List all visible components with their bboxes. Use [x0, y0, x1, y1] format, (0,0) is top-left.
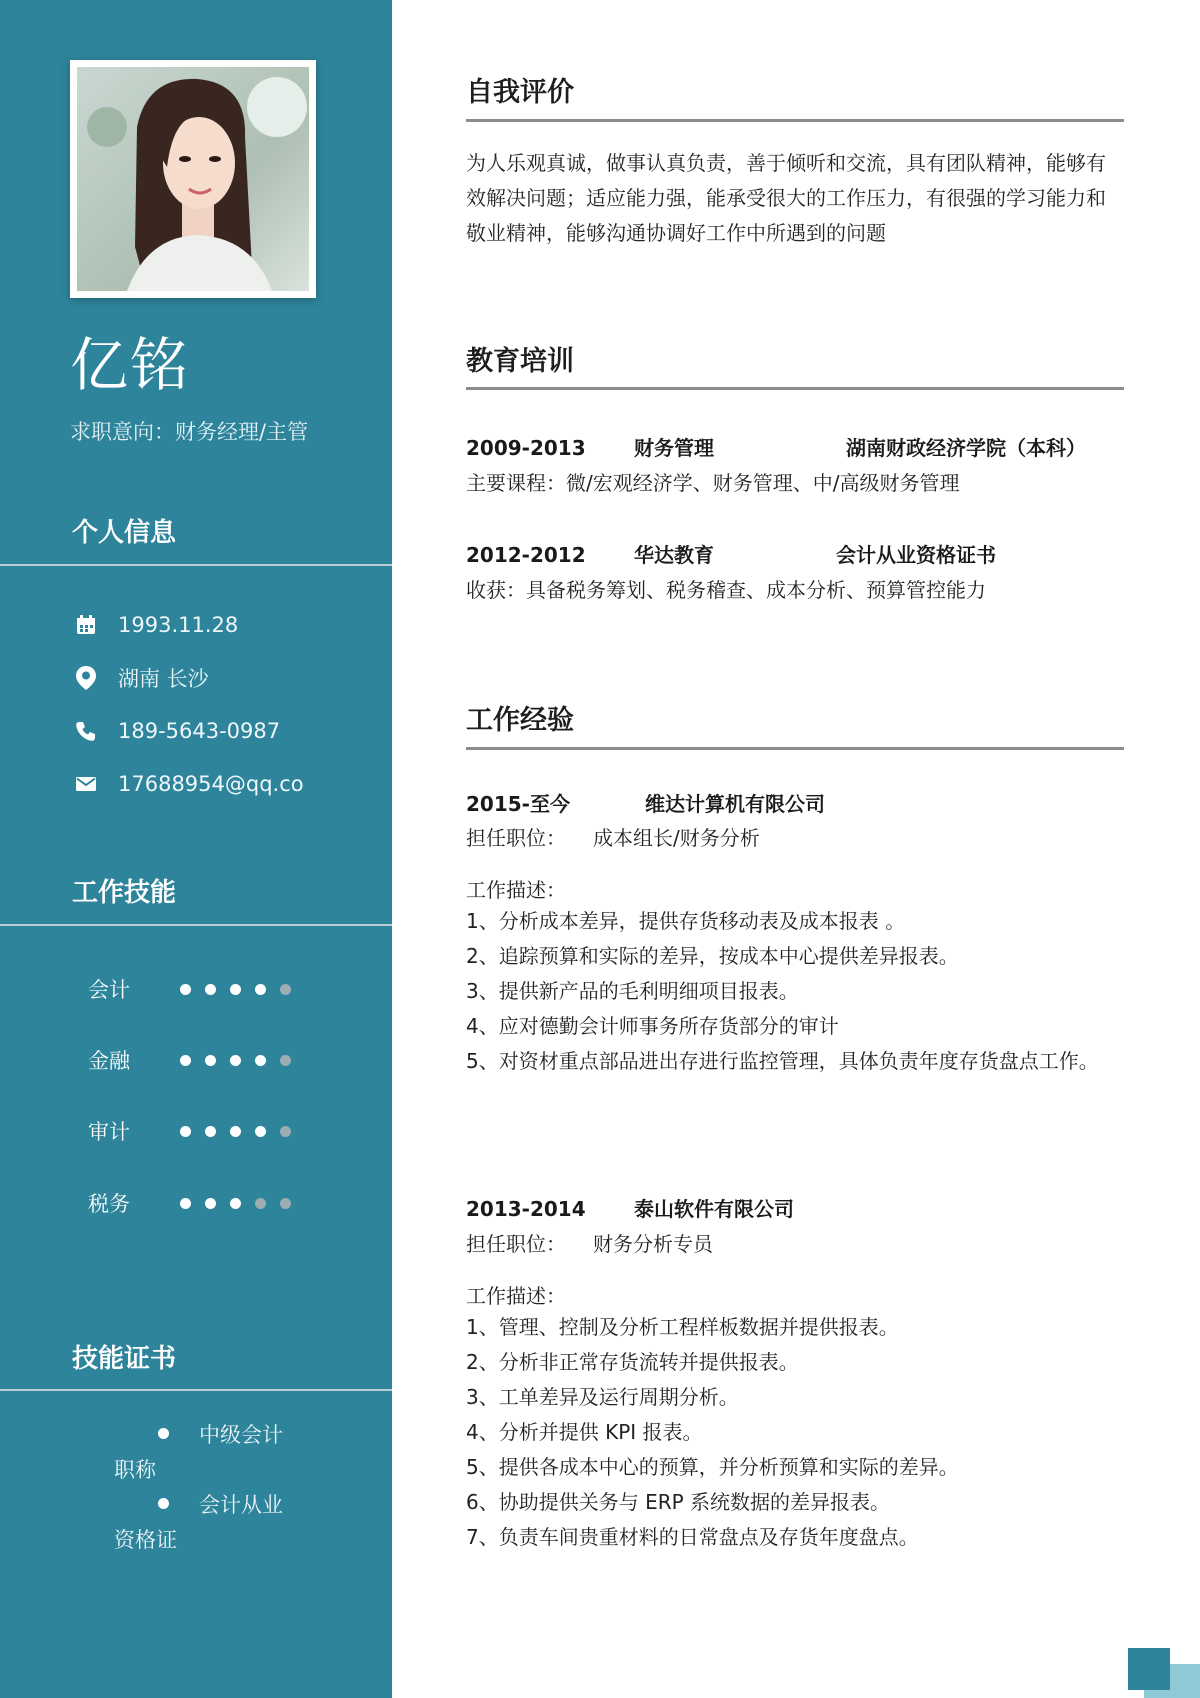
- location: 湖南 长沙: [118, 667, 209, 691]
- skills-title: 工作技能: [72, 878, 177, 908]
- section-divider: [466, 119, 1124, 122]
- divider: [0, 924, 392, 926]
- rating-dot: [180, 1055, 191, 1066]
- education-title: 教育培训: [466, 346, 574, 377]
- duty-item: 5、提供各成本中心的预算，并分析预算和实际的差异。: [466, 1455, 959, 1479]
- cert-item: [114, 1488, 314, 1558]
- duty-item: 6、协助提供关务与 ERP 系统数据的差异报表。: [466, 1490, 891, 1514]
- cert-item: [114, 1418, 314, 1488]
- duty-item: 2、分析非正常存货流转并提供报表。: [466, 1350, 799, 1374]
- rating-dot: [205, 1198, 216, 1209]
- location-row: [72, 663, 209, 693]
- rating-dot: [180, 984, 191, 995]
- job-position-row: [466, 1228, 713, 1257]
- job-period: 2015-至今: [466, 792, 570, 816]
- bullet-icon: [158, 1428, 169, 1439]
- mail-icon: [72, 770, 100, 798]
- edu-school: 湖南财政经济学院（本科）: [846, 436, 1086, 460]
- email-row: [72, 769, 304, 799]
- certs-title: 技能证书: [72, 1344, 177, 1374]
- rating-dot: [255, 984, 266, 995]
- skill-rating: [180, 1126, 305, 1137]
- desc-label: 工作描述：: [466, 1284, 566, 1308]
- position-label: 担任职位：: [466, 826, 566, 850]
- skill-row: [88, 1116, 328, 1146]
- rating-dot: [230, 1055, 241, 1066]
- divider: [0, 564, 392, 566]
- self-eval-title: 自我评价: [466, 77, 574, 108]
- edu-major: 华达教育: [634, 543, 714, 567]
- skill-rating: [180, 984, 305, 995]
- duty-item: 5、对资材重点部品进出存进行监控管理，具体负责年度存货盘点工作。: [466, 1049, 1099, 1073]
- divider: [0, 1389, 392, 1391]
- duty-list: [466, 1310, 1126, 1555]
- rating-dot: [255, 1198, 266, 1209]
- job-header: [466, 1193, 794, 1222]
- duty-list: [466, 904, 1126, 1079]
- skill-label: 会计: [88, 978, 130, 1002]
- desc-label: 工作描述：: [466, 878, 566, 902]
- position-value: 财务分析专员: [593, 1232, 713, 1256]
- duty-item: 1、管理、控制及分析工程样板数据并提供报表。: [466, 1315, 899, 1339]
- calendar-icon: [72, 611, 100, 639]
- phone-row: [72, 716, 280, 746]
- location-pin-icon: [72, 664, 100, 692]
- duty-item: 2、追踪预算和实际的差异，按成本中心提供差异报表。: [466, 944, 959, 968]
- edu-period: 2012-2012: [466, 543, 586, 567]
- edu-detail: 收获：具备税务筹划、税务稽查、成本分析、预算管控能力: [466, 578, 986, 602]
- rating-dot: [280, 1126, 291, 1137]
- job-header: [466, 788, 825, 817]
- duty-item: 4、分析并提供 KPI 报表。: [466, 1420, 703, 1444]
- position-label: 担任职位：: [466, 1232, 566, 1256]
- job-position-row: [466, 822, 760, 851]
- duty-item: 1、分析成本差异，提供存货移动表及成本报表 。: [466, 909, 906, 933]
- rating-dot: [230, 1198, 241, 1209]
- skill-rating: [180, 1198, 305, 1209]
- rating-dot: [230, 984, 241, 995]
- job-intent: 求职意向：财务经理/主管: [70, 420, 309, 444]
- rating-dot: [180, 1198, 191, 1209]
- rating-dot: [255, 1126, 266, 1137]
- rating-dot: [180, 1126, 191, 1137]
- rating-dot: [280, 1055, 291, 1066]
- skill-label: 税务: [88, 1192, 130, 1216]
- position-value: 成本组长/财务分析: [593, 826, 760, 850]
- edu-school: 会计从业资格证书: [836, 543, 996, 567]
- skill-rating: [180, 1055, 305, 1066]
- rating-dot: [255, 1055, 266, 1066]
- personal-info-title: 个人信息: [72, 518, 177, 548]
- skill-row: [88, 974, 328, 1004]
- birth-date: 1993.11.28: [118, 613, 239, 637]
- rating-dot: [205, 984, 216, 995]
- skill-row: [88, 1188, 328, 1218]
- job-period: 2013-2014: [466, 1197, 586, 1221]
- edu-period: 2009-2013: [466, 436, 586, 460]
- skill-label: 审计: [88, 1120, 130, 1144]
- duty-item: 3、提供新产品的毛利明细项目报表。: [466, 979, 799, 1003]
- duty-item: 3、工单差异及运行周期分析。: [466, 1385, 739, 1409]
- duty-item: 4、应对德勤会计师事务所存货部分的审计: [466, 1014, 839, 1038]
- cert-line: 资格证: [114, 1528, 177, 1552]
- rating-dot: [280, 984, 291, 995]
- education-entry-header: [466, 539, 996, 568]
- cert-line: 会计从业: [199, 1493, 283, 1517]
- phone-icon: [72, 717, 100, 745]
- self-eval-text: 为人乐观真诚，做事认真负责，善于倾听和交流，具有团队精神，能够有效解决问题；适应能力强，能承受很大的工作压力，有很强的学习能力和敬业精神，能够沟通协调好工作中所遇到的问题: [466, 151, 1106, 245]
- corner-decoration: [1128, 1648, 1170, 1690]
- profile-photo: [77, 67, 309, 291]
- skill-label: 金融: [88, 1049, 130, 1073]
- rating-dot: [205, 1055, 216, 1066]
- bullet-icon: [158, 1498, 169, 1509]
- edu-detail: 主要课程：微/宏观经济学、财务管理、中/高级财务管理: [466, 471, 960, 495]
- skill-row: [88, 1045, 328, 1075]
- edu-major: 财务管理: [634, 436, 714, 460]
- education-entry-header: [466, 432, 1086, 461]
- email: 17688954@qq.co: [118, 772, 304, 796]
- phone: 189-5643-0987: [118, 719, 281, 743]
- sidebar: [0, 0, 392, 1698]
- duty-item: 7、负责车间贵重材料的日常盘点及存货年度盘点。: [466, 1525, 919, 1549]
- cert-line: 职称: [114, 1458, 156, 1482]
- candidate-name: 亿铭: [70, 331, 191, 399]
- cert-line: 中级会计: [199, 1423, 283, 1447]
- work-title: 工作经验: [466, 705, 574, 736]
- rating-dot: [230, 1126, 241, 1137]
- rating-dot: [280, 1198, 291, 1209]
- job-company: 泰山软件有限公司: [634, 1197, 794, 1221]
- birth-row: [72, 610, 238, 640]
- rating-dot: [205, 1126, 216, 1137]
- section-divider: [466, 387, 1124, 390]
- section-divider: [466, 747, 1124, 750]
- job-company: 维达计算机有限公司: [645, 792, 825, 816]
- profile-photo-frame: [70, 60, 316, 298]
